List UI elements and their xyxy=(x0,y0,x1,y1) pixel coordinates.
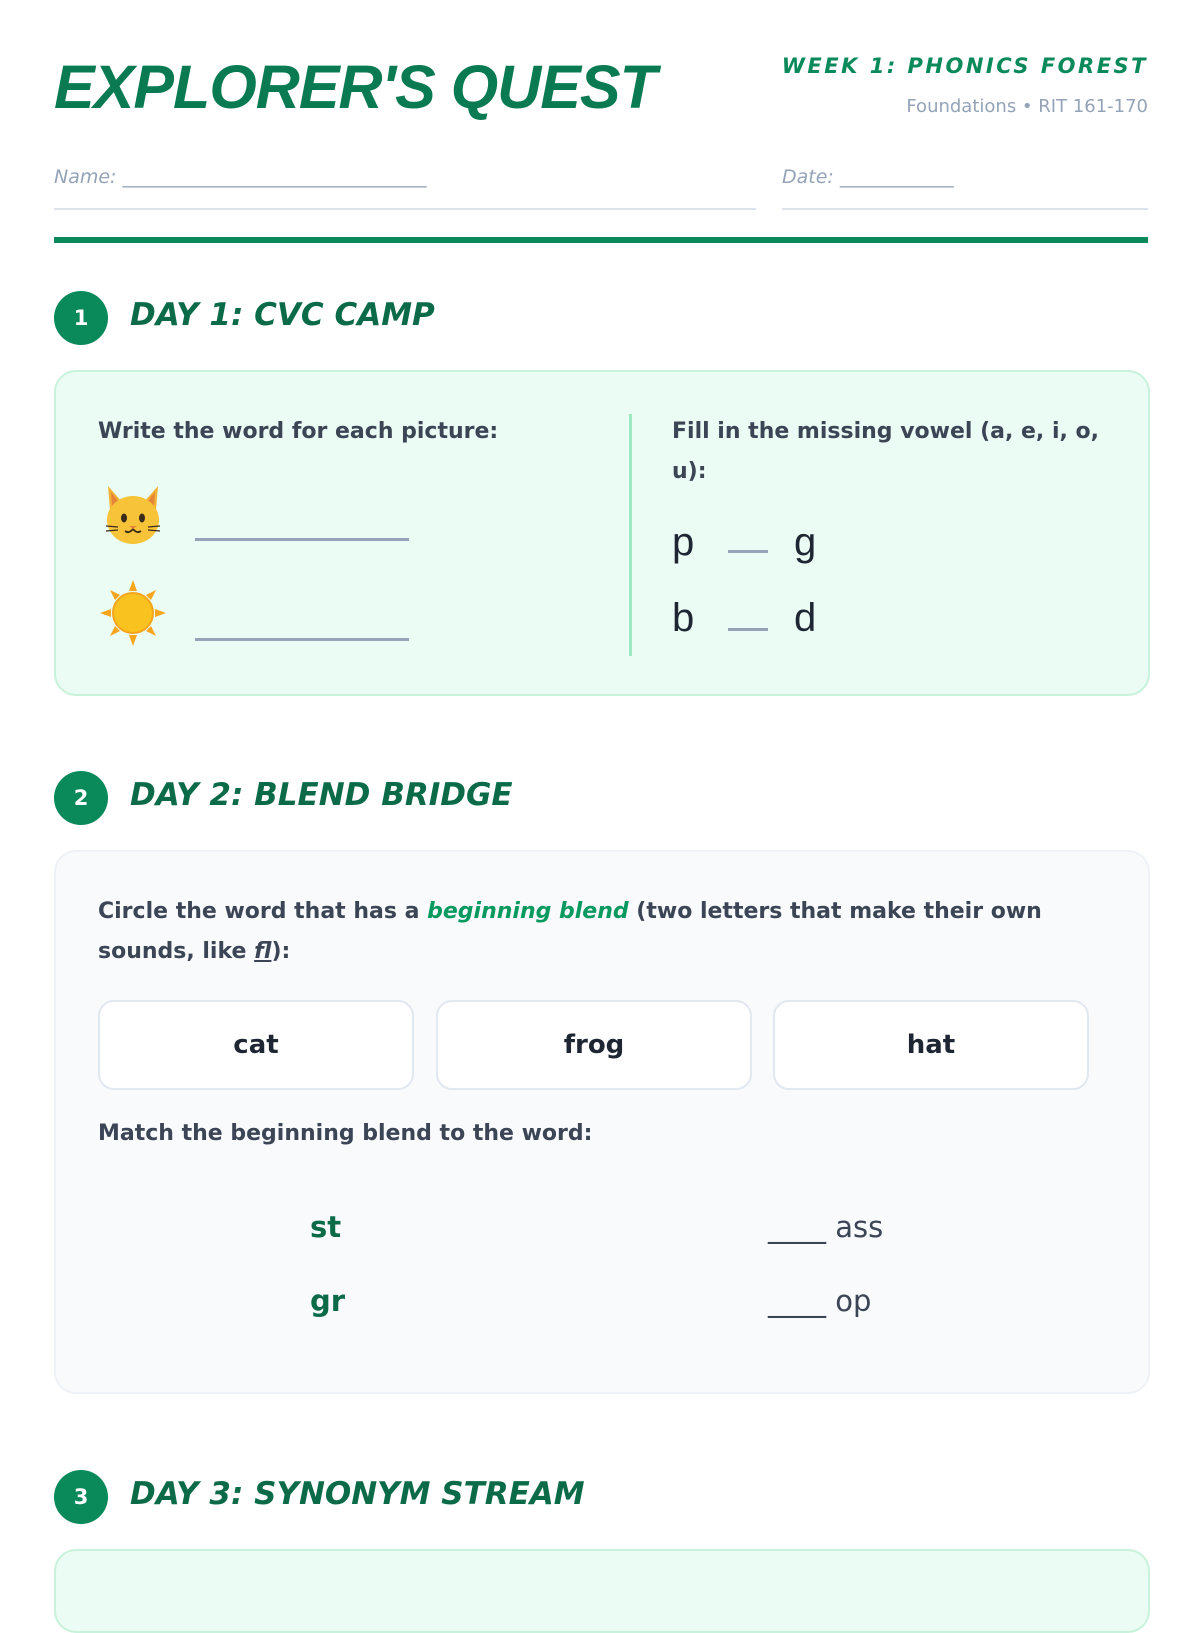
name-label: Name: ________________________________ xyxy=(54,166,427,188)
sun-icon xyxy=(98,578,168,648)
word-choice-cat[interactable]: cat xyxy=(98,1000,414,1090)
word-choice-frog[interactable]: frog xyxy=(436,1000,752,1090)
vowel-word-1-first: p xyxy=(672,520,695,564)
week-label: WEEK 1: PHONICS FOREST xyxy=(781,54,1148,78)
day1-badge: 1 xyxy=(54,291,108,345)
vowel-word-1-last: g xyxy=(794,520,817,564)
vowel-prompt: Fill in the missing vowel (a, e, i, o, u): xyxy=(672,419,1099,484)
circle-prompt xyxy=(98,892,1098,972)
day1-title: DAY 1: CVC CAMP xyxy=(130,297,435,333)
blend-st[interactable]: st xyxy=(310,1210,342,1244)
picture-prompt: Write the word for each picture: xyxy=(98,419,499,444)
cat-face-icon xyxy=(98,480,168,550)
blend-gr[interactable]: gr xyxy=(310,1284,346,1318)
vowel-word-2-first: b xyxy=(672,596,695,640)
day2-badge: 2 xyxy=(54,771,108,825)
vowel-word-2-last: d xyxy=(794,596,817,640)
day2-title: DAY 2: BLEND BRIDGE xyxy=(130,777,513,813)
answer-line-2[interactable] xyxy=(195,638,409,641)
circle-prompt-middle: (two letters that make their own sounds, like xyxy=(98,899,1042,964)
example-blend: fl xyxy=(254,939,272,964)
word-choice-hat[interactable]: hat xyxy=(773,1000,1089,1090)
date-label: Date: ____________ xyxy=(782,166,954,188)
match-word-op[interactable]: ____ op xyxy=(768,1284,872,1318)
day3-card xyxy=(54,1549,1150,1633)
page-title: EXPLORER'S QUEST xyxy=(54,53,656,121)
day3-badge: 3 xyxy=(54,1470,108,1524)
vowel-blank-2[interactable] xyxy=(728,628,768,631)
beginning-blend-term: beginning blend xyxy=(427,899,629,924)
day2-card xyxy=(54,850,1150,1394)
date-field[interactable] xyxy=(782,166,1148,210)
match-word-ass[interactable]: ____ ass xyxy=(768,1210,884,1244)
match-prompt: Match the beginning blend to the word: xyxy=(98,1121,593,1146)
name-field[interactable] xyxy=(54,166,756,210)
circle-prompt-end: ): xyxy=(271,939,291,964)
circle-prompt-start: Circle the word that has a xyxy=(98,899,428,924)
header-divider xyxy=(54,237,1148,243)
vowel-blank-1[interactable] xyxy=(728,550,768,553)
level-subtitle: Foundations • RIT 161-170 xyxy=(906,96,1148,117)
day3-title: DAY 3: SYNONYM STREAM xyxy=(130,1476,585,1512)
column-divider xyxy=(629,414,632,656)
day1-card xyxy=(54,370,1150,696)
answer-line-1[interactable] xyxy=(195,538,409,541)
